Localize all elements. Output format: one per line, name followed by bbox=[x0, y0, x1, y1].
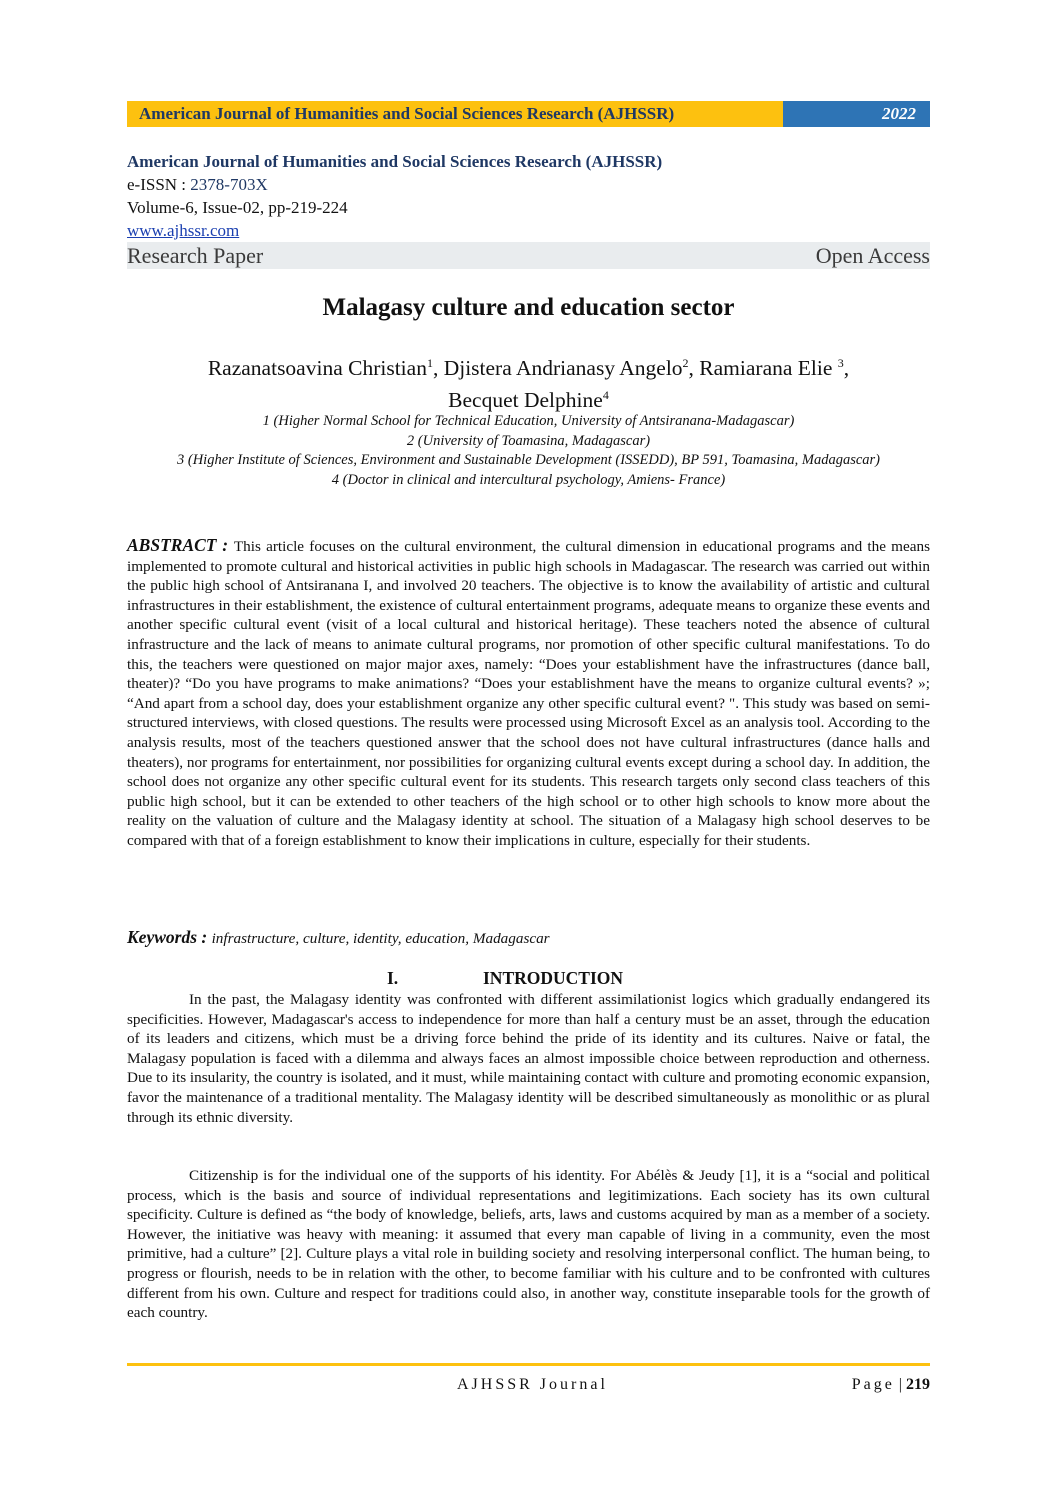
issn-value: 2378-703X bbox=[190, 175, 268, 194]
journal-info bbox=[127, 150, 930, 269]
abstract bbox=[127, 536, 930, 851]
author-name: Djistera Andrianasy Angelo bbox=[443, 356, 683, 381]
affiliation-item: 4 (Doctor in clinical and intercultural psychology, Amiens- France) bbox=[331, 471, 726, 488]
author-name: Razanatsoavina Christian bbox=[207, 356, 427, 381]
body-paragraph: In the past, the Malagasy identity was confronted with different assimilationist logics which gradually endangered its specificities. However, Madagascar's access to independence for more than half a century must be an asset, through the education of its leaders and citizens, which must be a driving force behind the pride of its identity and its cultures. Naive or fatal, the Malagasy population is faced with a dilemma and always faces an almost impossible choice between reproduction and otherness. Due to its insularity, the country is isolated, and it must, while maintaining contact with culture and promoting economic expansion, favor the maintenance of a traditional mentality. The Malagasy identity will be described simultaneously as monolithic or as plural through its ethnic diversity. bbox=[127, 991, 930, 1126]
volume-line: Volume-6, Issue-02, pp-219-224 bbox=[127, 198, 348, 217]
abstract-label: ABSTRACT : bbox=[127, 535, 234, 555]
body-paragraph: Citizenship is for the individual one of the supports of his identity. For Abélès & Jeudy [1], it is a “social and political process, which is the basis and source of individual representations and legitimizations. Each society has its own cultural specificity. Culture is defined as “the body of knowledge, beliefs, arts, laws and customs acquired by man as a member of a society. However, the initiative was heavy with meaning: it assumed that every man capable of living in a community, even the most primitive, had a culture” [2]. Culture plays a vital role in building society and resolving interpersonal conflict. The human being, to progress or flourish, needs to be in relation with the other, to become familiar with his culture and to be confronted with cultures different from his own. Culture and respect for traditions could also, in another way, constitute inseparable tools for the growth of each country. bbox=[127, 1167, 930, 1322]
section-number: I. bbox=[387, 968, 399, 988]
banner-journal-title: American Journal of Humanities and Social Sciences Research (AJHSSR) bbox=[127, 101, 783, 127]
banner-year: 2022 bbox=[783, 101, 930, 127]
author-list bbox=[127, 350, 930, 414]
page-footer bbox=[127, 1373, 930, 1397]
footer-separator: | bbox=[898, 1376, 902, 1393]
author-name: Becquet Delphine bbox=[448, 388, 603, 413]
affiliation-list bbox=[127, 412, 930, 490]
paper-type: Research Paper bbox=[127, 243, 264, 268]
section-heading-introduction bbox=[127, 966, 930, 990]
section-title: INTRODUCTION bbox=[483, 968, 624, 988]
affiliation-item: 3 (Higher Institute of Sciences, Environment and Sustainable Development (ISSEDD), BP 591, Toamasina, Madagascar) bbox=[176, 452, 880, 468]
issn-label: e-ISSN : bbox=[127, 175, 191, 194]
author-sup: 2 bbox=[682, 356, 689, 370]
author-sup: 3 bbox=[837, 356, 844, 370]
affiliation-item: 2 (University of Toamasina, Madagascar) bbox=[406, 432, 651, 449]
keywords-text: infrastructure, culture, identity, education, Madagascar bbox=[211, 930, 550, 947]
author-sup: 1 bbox=[426, 356, 433, 370]
footer-page-label: Page bbox=[851, 1376, 895, 1393]
paper-type-bar bbox=[127, 242, 930, 269]
paper-title: Malagasy culture and education sector bbox=[322, 294, 735, 321]
footer-page bbox=[852, 1373, 930, 1397]
footer-page-number: 219 bbox=[906, 1376, 930, 1393]
issn-line bbox=[127, 173, 930, 196]
author-separator: , bbox=[688, 356, 700, 381]
journal-name: American Journal of Humanities and Social Sciences Research (AJHSSR) bbox=[127, 152, 663, 171]
website-link[interactable]: www.ajhssr.com bbox=[127, 221, 240, 240]
author-separator: , bbox=[432, 356, 444, 381]
footer-journal: AJHSSR Journal bbox=[457, 1376, 608, 1393]
journal-banner bbox=[127, 101, 930, 127]
footer-rule bbox=[127, 1363, 930, 1366]
affiliation-item: 1 (Higher Normal School for Technical Education, University of Antsiranana-Madagascar) bbox=[262, 413, 795, 429]
abstract-text: This article focuses on the cultural environment, the cultural dimension in educational programs and the means implemented to promote cultural and historical activities in public high schools in Madagascar. The research was carried out within the public high school of Antsiranana I, and involved 20 teachers. The objective is to know the availability of artistic and cultural infrastructures in their establishment, the existence of cultural entertainment programs, adequate means to organize these events and another specific cultural event (visit of a local cultural and historical heritage). These teachers noted the absence of cultural infrastructure and the lack of means to animate cultural programs, nor promotion of other specific cultural manifestations. To do this, the teachers were questioned on major major axes, namely: “Does your establishment have the infrastructures (dance ball, theater)? “Do you have programs to make animations? “Does your establishment have the means to organize cultural events? »; “And apart from a school day, does your establishment organize any other specific cultural event? ". This study was based on semi-structured interviews, with closed questions. The results were processed using Microsoft Excel as an analysis tool. According to the analysis results, most of the teachers questioned answer that the school does not have cultural infrastructures (dance halls and theaters), nor programs for entertainment, nor possibilities for organizing cultural events except during a school day. In addition, the school does not organize any other specific cultural event for its students. This research targets only second class teachers of this public high school, but it can be extended to other teachers of the high school or to other high schools to know more about the reality on the valuation of culture and the Malagasy identity at school. The situation of a Malagasy high school deserves to be compared with that of a foreign establishment to know their implications in culture, especially for their students. bbox=[127, 538, 930, 849]
keywords bbox=[127, 927, 930, 949]
author-name: Ramiarana Elie bbox=[699, 356, 838, 381]
author-separator: , bbox=[843, 356, 850, 381]
author-sup: 4 bbox=[602, 388, 609, 403]
keywords-label: Keywords : bbox=[127, 927, 212, 947]
access-type: Open Access bbox=[815, 243, 930, 268]
